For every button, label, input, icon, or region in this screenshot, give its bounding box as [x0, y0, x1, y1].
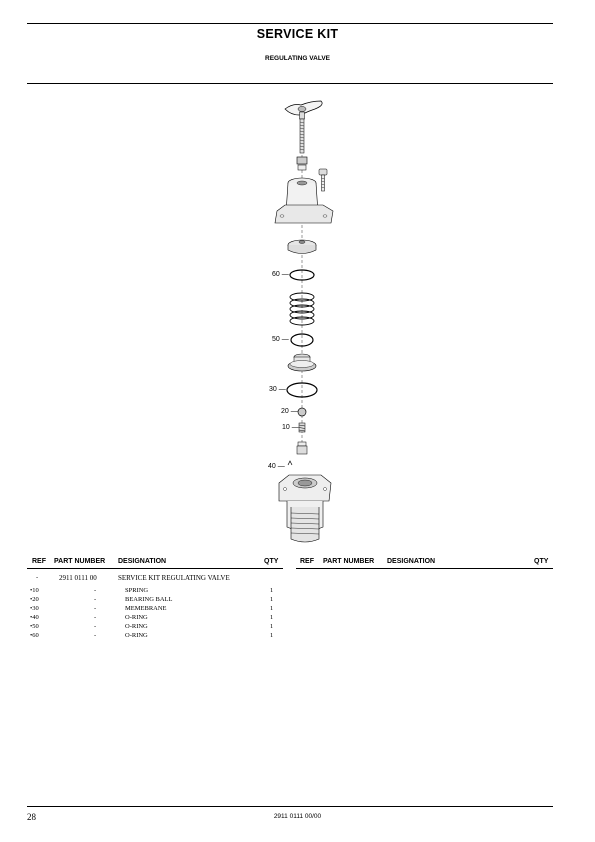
- small-spring-10: [299, 423, 305, 432]
- threaded-spindle: [300, 119, 304, 153]
- callout-40: 40 —: [268, 463, 285, 470]
- right-col-qty: QTY: [534, 558, 549, 565]
- right-col-part-number: PART NUMBER: [323, 558, 375, 565]
- right-col-designation: DESIGNATION: [387, 558, 436, 565]
- exploded-view-drawing: [255, 95, 345, 545]
- page-number: 28: [27, 812, 36, 822]
- table-row-part: -: [94, 623, 97, 630]
- table-row-designation: SERVICE KIT REGULATING VALVE: [118, 574, 230, 582]
- table-row-qty: 1: [270, 614, 274, 621]
- table-row-designation: BEARING BALL: [125, 596, 173, 603]
- callout-20: 20 —: [281, 408, 298, 415]
- table-row-designation: O-RING: [125, 623, 148, 630]
- left-col-ref: REF: [32, 558, 46, 565]
- left-col-designation: DESIGNATION: [118, 558, 167, 565]
- header-rule: [27, 83, 553, 84]
- lock-nut: [297, 157, 307, 170]
- table-row-ref: •60: [30, 632, 39, 639]
- cap-screw: [319, 169, 327, 191]
- table-row-qty: 1: [270, 587, 274, 594]
- left-header-rule: [27, 568, 283, 569]
- table-row-ref: •50: [30, 623, 39, 630]
- table-row-ref: •10: [30, 587, 39, 594]
- membrane-plate: [288, 240, 316, 254]
- page-subtitle: REGULATING VALVE: [265, 55, 330, 62]
- table-row-part: -: [94, 614, 97, 621]
- left-col-part-number: PART NUMBER: [54, 558, 106, 565]
- document-code: 2911 0111 00/00: [273, 813, 322, 820]
- table-row-qty: 1: [270, 605, 274, 612]
- callout-30: 30 —: [269, 386, 286, 393]
- table-row-part: -: [94, 632, 97, 639]
- page-title: SERVICE KIT: [256, 27, 339, 41]
- callout-10: 10 —: [282, 424, 299, 431]
- table-row-ref: •40: [30, 614, 39, 621]
- bearing-ball-20: [298, 408, 306, 416]
- seat-plug: [297, 442, 307, 454]
- table-row-part: -: [94, 587, 97, 594]
- table-row-qty: 1: [270, 623, 274, 630]
- left-col-qty: QTY: [264, 558, 279, 565]
- table-row-ref: •30: [30, 605, 39, 612]
- t-handle-knob: [285, 101, 322, 119]
- callout-60: 60 —: [272, 271, 289, 278]
- table-row-part: -: [94, 605, 97, 612]
- top-rule: [27, 23, 553, 24]
- right-col-ref: REF: [300, 558, 314, 565]
- table-row-designation: O-RING: [125, 614, 148, 621]
- valve-body: [279, 475, 331, 542]
- table-row-qty: 1: [270, 632, 274, 639]
- table-row-designation: SPRING: [125, 587, 149, 594]
- table-row-designation: MEMEBRANE: [125, 605, 167, 612]
- table-row-ref: -: [36, 574, 39, 581]
- o-ring-40: [288, 461, 292, 465]
- table-row-part: -: [94, 596, 97, 603]
- table-row-designation: O-RING: [125, 632, 148, 639]
- piston: [288, 354, 316, 371]
- table-row-ref: •20: [30, 596, 39, 603]
- table-row-part: 2911 0111 00: [59, 574, 97, 582]
- callout-50: 50 —: [272, 336, 289, 343]
- right-header-rule: [296, 568, 553, 569]
- table-row-qty: 1: [270, 596, 274, 603]
- footer-rule: [27, 806, 553, 807]
